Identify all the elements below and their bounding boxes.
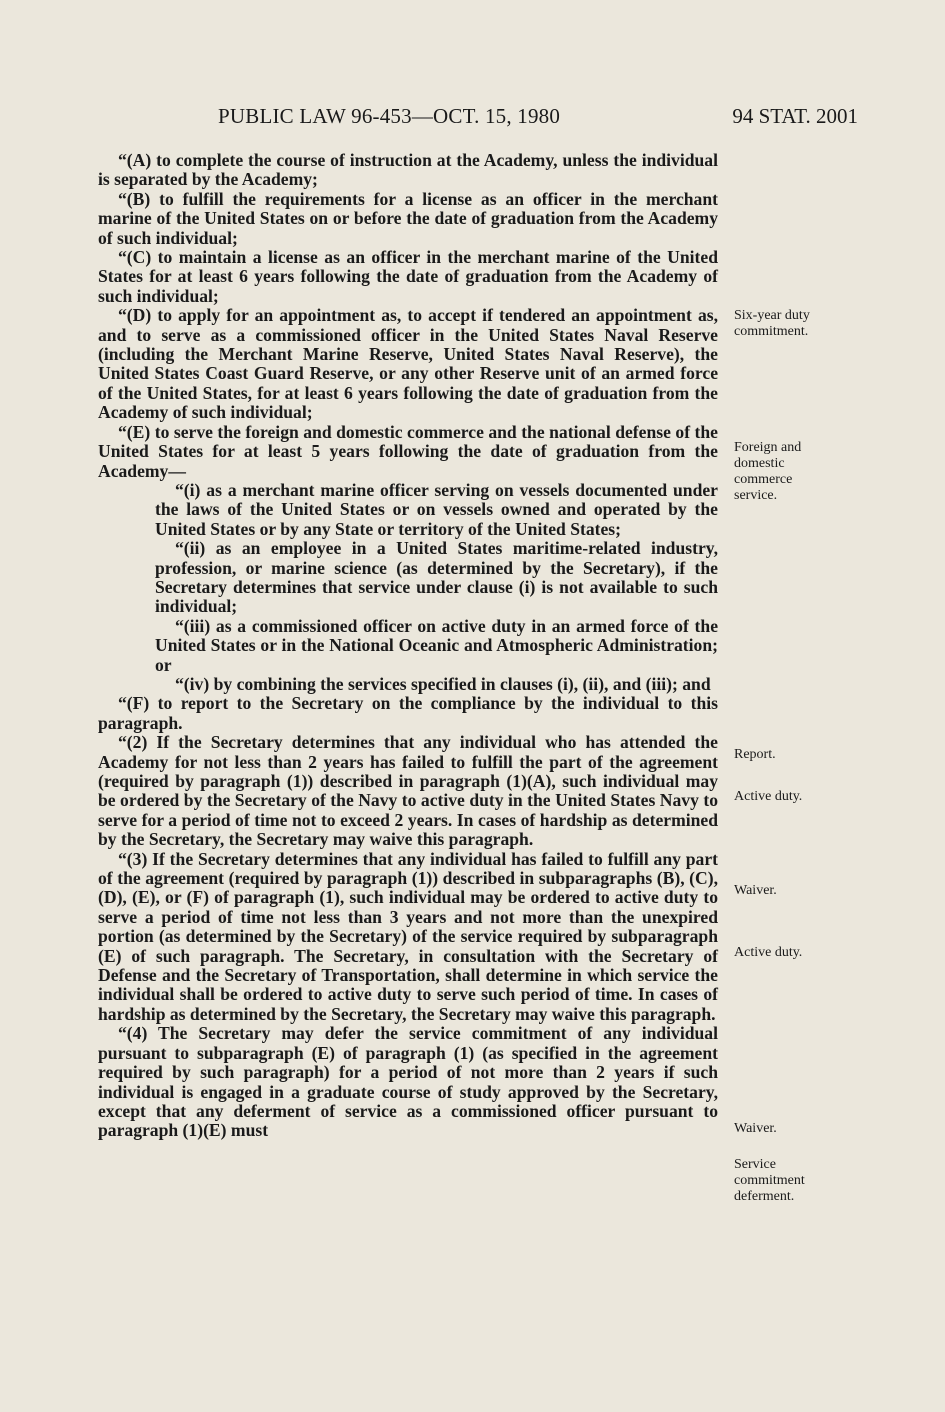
page-header [218, 104, 858, 134]
subparagraph-f: “(F) to report to the Secretary on the compliance by the individual to this paragraph. [98, 693, 718, 733]
margin-note-waiver: Waiver. [734, 883, 777, 898]
clause-e-ii: “(ii) as an employee in a United States maritime-related industry, profession, or marine science (as determined by the Secretary), if the Secretary determines that service under clause (i) is not available to such individual; [155, 538, 718, 617]
subparagraph-b: “(B) to fulfill the requirements for a license as an officer in the merchant marine of the United States on or before the date of graduation from the Academy of such individual; [98, 188, 718, 248]
clause-e-iii: “(iii) as a commissioned officer on active duty in an armed force of the United States or in the National Oceanic and Atmospheric Administration; or [155, 615, 718, 675]
header-citation: PUBLIC LAW 96-453—OCT. 15, 1980 [218, 104, 561, 128]
clause-e-iv: “(iv) by combining the services specified in clauses (i), (ii), and (iii); and [175, 673, 711, 694]
margin-note-waiver-2: Waiver. [734, 1121, 777, 1136]
paragraph-3: “(3) If the Secretary determines that any individual has failed to fulfill any part of the agreement (required by paragraph (1)) described in subparagraphs (B), (C), (D), (E), or (F) of paragraph (1), such individual may be ordered to active duty to serve a period of time not less than 3 years and not more than the unexpired portion (as determined by the Secretary) of the service required by subparagraph (E) of such paragraph. The Secretary, in consultation with the Secretary of Defense and the Secretary of Transportation, shall determine in which service the individual shall be ordered to active duty to serve such period of time. In cases of hardship as determined by the Secretary, the Secretary may waive this paragraph. [98, 848, 718, 1024]
body-text [98, 151, 718, 1141]
margin-note-report: Report. [734, 747, 776, 762]
subparagraph-d: “(D) to apply for an appointment as, to accept if tendered an appointment as, and to serve as a commissioned officer in the United States Naval Reserve (including the Merchant Marine Reserve, United States Naval Reserve), the United States Coast Guard Reserve, or any other Reserve unit of an armed force of the United States, for at least 6 years following the date of graduation from the Academy of such individual; [98, 305, 718, 423]
clause-e-i: “(i) as a merchant marine officer serving on vessels documented under the laws of the United States or on vessels owned and operated by the United States or by any State or territory of the United States; [155, 479, 718, 539]
paragraph-2: “(2) If the Secretary determines that any individual who has attended the Academy for not less than 2 years has failed to fulfill the part of the agreement (required by paragraph (1)) described in paragraph (1)(A), such individual may be ordered by the Secretary of the Navy to active duty in the United States Navy to serve for a period of time not to exceed 2 years. In cases of hardship as determined by the Secretary, the Secretary may waive this paragraph. [98, 732, 718, 850]
subparagraph-a: “(A) to complete the course of instruction at the Academy, unless the individual is separated by the Academy; [98, 150, 718, 190]
subparagraph-c: “(C) to maintain a license as an officer in the merchant marine of the United States for at least 6 years following the date of graduation from the Academy of such individual; [98, 247, 718, 306]
margin-note-active-duty-2: Active duty. [734, 945, 803, 960]
paragraph-4: “(4) The Secretary may defer the service commitment of any individual pursuant to subparagraph (E) of paragraph (1) (as specified in the agreement required by such paragraph) for a period of not more than 2 years if such individual is engaged in a graduate course of study approved by the Secretary, except that any deferment of service as a commissioned officer pursuant to paragraph (1)(E) must [98, 1023, 718, 1141]
margin-note-six-year: Six-year duty commitment. [734, 308, 810, 339]
header-stat-page: 94 STAT. 2001 [732, 104, 858, 128]
margin-note-foreign-commerce: Foreign and domestic commerce service. [734, 440, 802, 503]
margin-note-active-duty: Active duty. [734, 789, 803, 804]
margin-note-deferment: Service commitment deferment. [734, 1157, 805, 1204]
subparagraph-e: “(E) to serve the foreign and domestic commerce and the national defense of the United States for at least 5 years following the date of graduation from the Academy— [98, 421, 718, 481]
